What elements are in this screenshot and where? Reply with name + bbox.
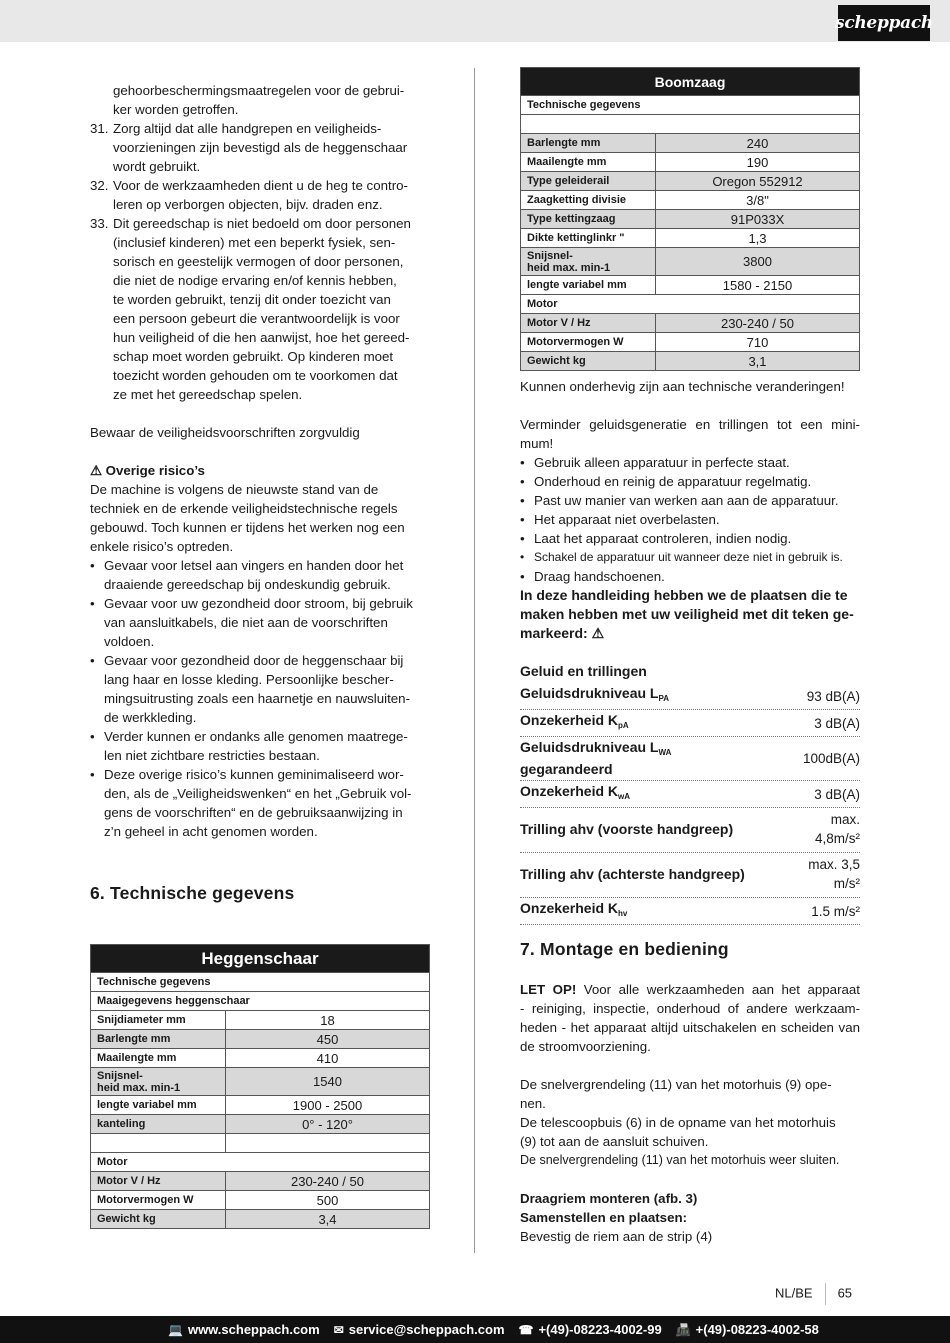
noise-bullet-list bbox=[520, 453, 860, 586]
label-text: Trilling ahv (achterste handgreep) bbox=[520, 865, 745, 882]
spec-label: Barlengte mm bbox=[521, 134, 656, 153]
text-line: De snelvergrendeling (11) van het motorhuis (9) ope- bbox=[520, 1077, 832, 1092]
text-fragment: Voor alle werkzaamheden aan het apparaat bbox=[576, 982, 860, 997]
table-row bbox=[521, 153, 860, 172]
samenstellen-heading: Samenstellen en plaatsen: bbox=[520, 1210, 688, 1225]
warning-icon: ⚠ bbox=[90, 463, 102, 478]
phone-number: +(49)-08223-4002-99 bbox=[538, 1322, 662, 1337]
bullet-item bbox=[520, 567, 860, 586]
table-title-row bbox=[521, 68, 860, 96]
text-line: van aansluitkabels, die niet aan de voorschriften bbox=[104, 615, 388, 630]
table-row bbox=[91, 1153, 430, 1172]
bullet-icon: • bbox=[520, 455, 525, 470]
spec-value: Oregon 552912 bbox=[656, 172, 860, 191]
sound-value: 1.5 m/s² bbox=[811, 903, 860, 919]
text-line: z’n geheel in acht genomen worden. bbox=[104, 824, 318, 839]
spec-value: 450 bbox=[226, 1030, 430, 1049]
right-column bbox=[520, 377, 860, 925]
text-line: draaiende gereedschap bij ondeskundig gebruik. bbox=[104, 577, 391, 592]
spec-label: Snijsnel- heid max. min-1 bbox=[91, 1068, 226, 1096]
tree-saw-spec-table bbox=[520, 67, 860, 371]
label-text: Onzekerheid K bbox=[520, 712, 619, 728]
spec-label: lengte variabel mm bbox=[521, 276, 656, 295]
sound-label bbox=[520, 783, 630, 805]
text-line: voorzieningen zijn bevestigd als de heggenschaar bbox=[113, 140, 408, 155]
sound-value: max. 3,5 m/s² bbox=[808, 857, 860, 891]
spec-value: 240 bbox=[656, 134, 860, 153]
spec-label: lengte variabel mm bbox=[91, 1096, 226, 1115]
table-row bbox=[91, 1096, 430, 1115]
text-line: te worden gebruikt, tenzij dit onder toezicht van bbox=[113, 292, 391, 307]
numbered-item bbox=[90, 119, 430, 176]
warning-icon: ⚠ bbox=[591, 625, 605, 641]
table-row bbox=[521, 276, 860, 295]
table-row bbox=[91, 1210, 430, 1229]
spec-label: Motor V / Hz bbox=[91, 1172, 226, 1191]
bullet-text bbox=[104, 594, 413, 651]
spec-label: Barlengte mm bbox=[91, 1030, 226, 1049]
label-subscript: pA bbox=[618, 721, 629, 730]
spec-value: 91P033X bbox=[656, 210, 860, 229]
header-bar bbox=[0, 0, 950, 42]
bullet-icon: • bbox=[520, 569, 525, 584]
text-fragment: markeerd: bbox=[520, 625, 588, 641]
table-row bbox=[91, 1030, 430, 1049]
spec-value: 230-240 / 50 bbox=[656, 314, 860, 333]
text-line: (9) tot aan de aansluit schuiven. bbox=[520, 1134, 709, 1149]
text-line: heden - het apparaat altijd uitschakelen en scheiden van bbox=[520, 1020, 860, 1035]
spec-value: 18 bbox=[226, 1011, 430, 1030]
spec-label: Gewicht kg bbox=[521, 352, 656, 371]
spec-label: Maailengte mm bbox=[91, 1049, 226, 1068]
language-code: NL/BE bbox=[775, 1285, 813, 1301]
bullet-text bbox=[104, 727, 408, 765]
bullet-item bbox=[520, 510, 860, 529]
bullet-text bbox=[104, 556, 403, 594]
table-row bbox=[521, 295, 860, 314]
label-subscript: PA bbox=[658, 694, 670, 703]
label-subscript: wA bbox=[618, 792, 631, 801]
text-line: lang haar en losse kleding. Persoonlijke bescher- bbox=[104, 672, 394, 687]
bullet-item bbox=[520, 472, 860, 491]
spec-value: 190 bbox=[656, 153, 860, 172]
risk-bullet-list bbox=[90, 556, 430, 841]
spec-label: Type geleiderail bbox=[521, 172, 656, 191]
spec-value: 3800 bbox=[656, 248, 860, 276]
text-line: techniek en de erkende veiligheidstechnische regels bbox=[90, 501, 398, 516]
draagriem-heading: Draagriem monteren (afb. 3) bbox=[520, 1191, 698, 1206]
sound-row bbox=[520, 710, 860, 737]
text-line: een persoon gebeurt die verantwoordelijk is voor bbox=[113, 311, 400, 326]
text-line: gens de voorschriften“ en de gebruiksaanwijzing in bbox=[104, 805, 403, 820]
spec-value: 230-240 / 50 bbox=[226, 1172, 430, 1191]
table-row bbox=[521, 96, 860, 115]
footer-web[interactable] bbox=[168, 1322, 320, 1337]
table-row bbox=[521, 210, 860, 229]
sound-value: 93 dB(A) bbox=[806, 688, 860, 704]
bullet-text: Het apparaat niet overbelasten. bbox=[534, 512, 720, 527]
bullet-text: Gebruik alleen apparatuur in perfecte staat. bbox=[534, 455, 790, 470]
spec-label: Motorvermogen W bbox=[521, 333, 656, 352]
email-link[interactable]: service@scheppach.com bbox=[348, 1322, 505, 1337]
bullet-text: Schakel de apparatuur uit wanneer deze niet in gebruik is. bbox=[534, 550, 843, 564]
technical-change-note: Kunnen onderhevig zijn aan technische veranderingen! bbox=[520, 379, 845, 394]
text-line bbox=[520, 980, 860, 999]
footer-bar bbox=[0, 1316, 950, 1343]
spec-value: 410 bbox=[226, 1049, 430, 1068]
item-number: 32. bbox=[90, 178, 109, 193]
text-line bbox=[520, 624, 860, 643]
sound-vibration-list bbox=[520, 683, 860, 925]
text-line: maken hebben met uw veiligheid met dit teken ge- bbox=[520, 606, 854, 622]
text-line: Voor de werkzaamheden dient u de heg te contro- bbox=[113, 178, 408, 193]
spec-value: 3,1 bbox=[656, 352, 860, 371]
column-divider bbox=[474, 68, 475, 1253]
text-line: mingsuitrusting zoals een haarnetje en nauwsluiten- bbox=[104, 691, 411, 706]
text-line: schap moet worden gebruikt. Op kinderen moet bbox=[113, 349, 394, 364]
table-subheading: Technische gegevens bbox=[521, 96, 860, 115]
bullet-icon: • bbox=[90, 729, 95, 744]
motor-subheading: Motor bbox=[91, 1153, 430, 1172]
brand-logo: scheppach bbox=[838, 5, 930, 41]
keep-safe-note: Bewaar de veiligheidsvoorschriften zorgvuldig bbox=[90, 425, 360, 440]
text-line: In deze handleiding hebben we de plaatsen die te bbox=[520, 587, 848, 603]
label-text: Geluidsdrukniveau L bbox=[520, 685, 659, 701]
table-row bbox=[91, 1191, 430, 1210]
item-30-continuation bbox=[90, 81, 430, 119]
numbered-item bbox=[90, 214, 430, 404]
table-row bbox=[521, 172, 860, 191]
section-7 bbox=[520, 940, 860, 1246]
spec-value: 500 bbox=[226, 1191, 430, 1210]
bullet-item bbox=[90, 765, 430, 841]
bullet-item bbox=[90, 556, 430, 594]
spec-label: kanteling bbox=[91, 1115, 226, 1134]
table-subheading: Maaigegevens heggenschaar bbox=[91, 992, 430, 1011]
footer-mail[interactable] bbox=[334, 1322, 505, 1337]
sound-row bbox=[520, 808, 860, 853]
spec-value: 1580 - 2150 bbox=[656, 276, 860, 295]
risk-title: Overige risico’s bbox=[105, 463, 205, 478]
text-line: - reiniging, inspectie, onderhoud of andere werkzaam- bbox=[520, 1001, 860, 1016]
text-line: toezicht worden gehouden om te voorkomen dat bbox=[113, 368, 398, 383]
table-row bbox=[521, 115, 860, 134]
spec-label: Zaagketting divisie bbox=[521, 191, 656, 210]
sound-value: max. 4,8m/s² bbox=[814, 812, 860, 846]
text-line: ker worden getroffen. bbox=[113, 102, 239, 117]
label-text: Geluidsdrukniveau L bbox=[520, 739, 659, 755]
table-row bbox=[91, 1115, 430, 1134]
bullet-item bbox=[520, 548, 860, 567]
mail-icon: ✉ bbox=[333, 1322, 344, 1337]
label-subscript: hv bbox=[618, 909, 628, 918]
table-row bbox=[91, 992, 430, 1011]
bullet-text: Onderhoud en reinig de apparatuur regelmatig. bbox=[534, 474, 812, 489]
bullet-item bbox=[520, 491, 860, 510]
table-row bbox=[521, 352, 860, 371]
text-line: den, als de „Veiligheidswenken“ en het „Gebruik vol- bbox=[104, 786, 412, 801]
sound-label bbox=[520, 685, 669, 707]
text-line: hun veiligheid of die hen aanwijst, hoe het gereed- bbox=[113, 330, 410, 345]
sound-label bbox=[520, 866, 745, 883]
spec-value: 0° - 120° bbox=[226, 1115, 430, 1134]
bullet-icon: • bbox=[520, 550, 525, 564]
table-row bbox=[91, 1068, 430, 1096]
text-line: (inclusief kinderen) met een beperkt fysiek, sen- bbox=[113, 235, 396, 250]
text-line: Gevaar voor gezondheid door de heggenschaar bij bbox=[104, 653, 404, 668]
label-text: Trilling ahv (voorste handgreep) bbox=[520, 820, 734, 837]
text-line: len niet zichtbare restricties bestaan. bbox=[104, 748, 320, 763]
bullet-text: Laat het apparaat controleren, indien nodig. bbox=[534, 531, 792, 546]
item-text bbox=[113, 176, 408, 214]
table-row bbox=[91, 1134, 430, 1153]
motor-subheading: Motor bbox=[521, 295, 860, 314]
text-line: nen. bbox=[520, 1096, 546, 1111]
spec-label: Type kettingzaag bbox=[521, 210, 656, 229]
table-title: Heggenschaar bbox=[91, 945, 430, 973]
bullet-item bbox=[520, 453, 860, 472]
bullet-text bbox=[104, 765, 411, 841]
sound-label bbox=[520, 821, 733, 838]
reduce-noise-intro bbox=[520, 415, 860, 453]
fax-icon: 📠 bbox=[675, 1322, 691, 1337]
text-line: voldoen. bbox=[104, 634, 155, 649]
table-row bbox=[521, 314, 860, 333]
section-7-heading: 7. Montage en bediening bbox=[520, 939, 729, 959]
label-text: Onzekerheid K bbox=[520, 783, 619, 799]
table-row bbox=[91, 1011, 430, 1030]
bullet-icon: • bbox=[90, 558, 95, 573]
text-line: die niet de nodige ervaring en/of kennis hebben, bbox=[113, 273, 397, 288]
label-subscript: WA bbox=[658, 748, 672, 757]
footer-fax bbox=[676, 1322, 819, 1337]
table-row bbox=[521, 248, 860, 276]
table-title: Boomzaag bbox=[521, 68, 860, 96]
footer-phone bbox=[519, 1322, 662, 1337]
section-6-heading: 6. Technische gegevens bbox=[90, 883, 295, 903]
item-number: 33. bbox=[90, 216, 109, 231]
bullet-item bbox=[90, 651, 430, 727]
item-text bbox=[113, 214, 411, 404]
sound-label bbox=[520, 739, 671, 778]
safety-marked-note bbox=[520, 586, 860, 643]
sound-row bbox=[520, 737, 860, 781]
sound-value: 100dB(A) bbox=[802, 751, 860, 766]
risk-heading bbox=[90, 461, 430, 480]
spec-label: Maailengte mm bbox=[521, 153, 656, 172]
text-line: de stroomvoorziening. bbox=[520, 1039, 651, 1054]
phone-icon: ☎ bbox=[518, 1322, 534, 1337]
sound-label bbox=[520, 712, 629, 734]
bullet-text: Draag handschoenen. bbox=[534, 569, 665, 584]
bullet-item bbox=[90, 727, 430, 765]
text-line: gehoorbeschermingsmaatregelen voor de gebrui- bbox=[113, 83, 405, 98]
spec-value: 710 bbox=[656, 333, 860, 352]
risk-intro bbox=[90, 480, 430, 556]
bullet-icon: • bbox=[90, 596, 95, 611]
text-line: De machine is volgens de nieuwste stand van de bbox=[90, 482, 379, 497]
table-subheading: Technische gegevens bbox=[91, 973, 430, 992]
text-line: Bevestig de riem aan de strip (4) bbox=[520, 1229, 713, 1244]
website-link[interactable]: www.scheppach.com bbox=[187, 1322, 320, 1337]
text-line: sorisch en geestelijk vermogen of door personen, bbox=[113, 254, 404, 269]
spec-value: 1,3 bbox=[656, 229, 860, 248]
page-number-area bbox=[775, 1283, 852, 1305]
spec-label: Motor V / Hz bbox=[521, 314, 656, 333]
monitor-icon: 💻 bbox=[168, 1322, 183, 1337]
sound-label bbox=[520, 900, 627, 922]
sound-row bbox=[520, 853, 860, 898]
table-title-row bbox=[91, 945, 430, 973]
spec-label: Gewicht kg bbox=[91, 1210, 226, 1229]
label-text: gegarandeerd bbox=[520, 761, 613, 777]
text-line: Gevaar voor uw gezondheid door stroom, bij gebruik bbox=[104, 596, 413, 611]
hedge-trimmer-spec-table bbox=[90, 944, 430, 1229]
text-line: enkele risico’s optreden. bbox=[90, 539, 234, 554]
text-line: mum! bbox=[520, 436, 554, 451]
text-line: de werkkleding. bbox=[104, 710, 197, 725]
bullet-icon: • bbox=[520, 531, 525, 546]
text-line: De telescoopbuis (6) in de opname van het motorhuis bbox=[520, 1115, 836, 1130]
numbered-item bbox=[90, 176, 430, 214]
bullet-icon: • bbox=[90, 653, 95, 668]
let-op-label: LET OP! bbox=[520, 982, 577, 997]
text-line: Deze overige risico’s kunnen geminimaliseerd wor- bbox=[104, 767, 404, 782]
page-number: 65 bbox=[837, 1285, 853, 1301]
text-line: wordt gebruikt. bbox=[113, 159, 201, 174]
bullet-text: Past uw manier van werken aan aan de apparatuur. bbox=[534, 493, 839, 508]
spec-value: 1540 bbox=[226, 1068, 430, 1096]
text-line: ze met het gereedschap spelen. bbox=[113, 387, 303, 402]
spec-value: 3,4 bbox=[226, 1210, 430, 1229]
spec-value: 3/8" bbox=[656, 191, 860, 210]
sound-row bbox=[520, 898, 860, 925]
text-line: Dit gereedschap is niet bedoeld om door personen bbox=[113, 216, 411, 231]
bullet-item bbox=[90, 594, 430, 651]
spec-value: 1900 - 2500 bbox=[226, 1096, 430, 1115]
text-line: gebouwd. Toch kunnen er tijdens het werken nog een bbox=[90, 520, 405, 535]
sound-value: 3 dB(A) bbox=[814, 715, 860, 731]
bullet-icon: • bbox=[520, 512, 525, 527]
bullet-icon: • bbox=[520, 474, 525, 489]
item-text bbox=[113, 119, 407, 176]
left-column bbox=[90, 81, 430, 841]
spec-label: Dikte kettinglinkr " bbox=[521, 229, 656, 248]
table-row bbox=[521, 229, 860, 248]
label-text: Onzekerheid K bbox=[520, 900, 619, 916]
table-row bbox=[91, 1049, 430, 1068]
bullet-icon: • bbox=[90, 767, 95, 782]
spec-label: Snijsnel- heid max. min-1 bbox=[521, 248, 656, 276]
text-line: leren op verborgen objecten, bijv. draden enz. bbox=[113, 197, 383, 212]
table-row bbox=[91, 973, 430, 992]
text-line: De snelvergrendeling (11) van het motorhuis weer sluiten. bbox=[520, 1153, 840, 1167]
text-line: Verder kunnen er ondanks alle genomen maatrege- bbox=[104, 729, 408, 744]
table-row bbox=[521, 333, 860, 352]
bullet-item bbox=[520, 529, 860, 548]
spec-label: Motorvermogen W bbox=[91, 1191, 226, 1210]
table-row bbox=[91, 1172, 430, 1191]
bullet-icon: • bbox=[520, 493, 525, 508]
sound-heading: Geluid en trillingen bbox=[520, 663, 647, 679]
let-op-paragraph bbox=[520, 980, 860, 1056]
sound-row bbox=[520, 781, 860, 808]
fax-number: +(49)-08223-4002-58 bbox=[695, 1322, 819, 1337]
sound-value: 3 dB(A) bbox=[814, 786, 860, 802]
table-row bbox=[521, 191, 860, 210]
text-line: Zorg altijd dat alle handgrepen en veiligheids- bbox=[113, 121, 382, 136]
spec-label: Snijdiameter mm bbox=[91, 1011, 226, 1030]
sound-row bbox=[520, 683, 860, 710]
item-number: 31. bbox=[90, 121, 109, 136]
text-line: Verminder geluidsgeneratie en trillingen tot een mini- bbox=[520, 417, 860, 432]
table-row bbox=[521, 134, 860, 153]
text-line: Gevaar voor letsel aan vingers en handen door het bbox=[104, 558, 404, 573]
numbered-list bbox=[90, 119, 430, 404]
bullet-text bbox=[104, 651, 410, 727]
